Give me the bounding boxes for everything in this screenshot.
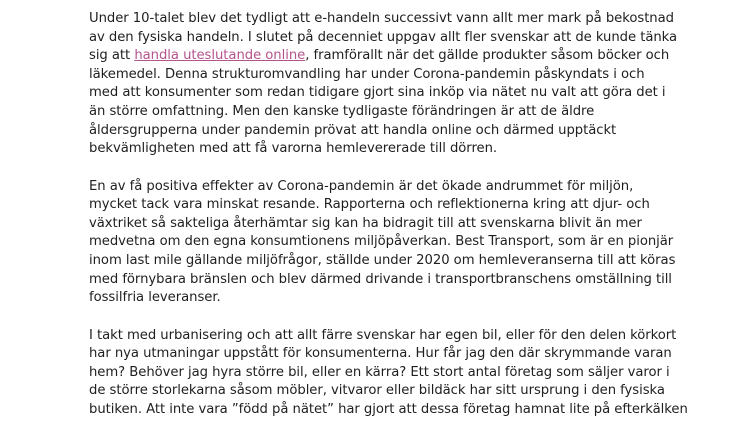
text-line: läkemedel. Denna strukturomvandling har under Corona-pandemin påskyndats i och: [89, 66, 645, 82]
text-line: av den fysiska handeln. I slutet på decenniet uppgav allt fler svenskar att de kunde tänka: [89, 29, 678, 45]
text-line: växtriket så sakteliga återhämtar sig kan ha bidragit till att svenskarna blivit än mer: [89, 215, 642, 231]
text-line: mycket tack vara minskat resande. Rapporterna och reflektionerna kring att djur- och: [89, 197, 650, 213]
paragraph-2: [89, 178, 689, 308]
paragraph-1: [89, 10, 689, 159]
text-line: fossilfria leveranser.: [89, 290, 221, 306]
text-line: Under 10-talet blev det tydligt att e-handeln successivt vann allt mer mark på bekostnad: [89, 11, 674, 26]
text-line: har nya utmaningar uppstått för konsumenterna. Hur får jag den där skrymmande varan: [89, 346, 672, 362]
paragraph-3: [89, 327, 689, 420]
text-line: En av få positiva effekter av Corona-pandemin är det ökade andrummet för miljön,: [89, 178, 634, 194]
online-shopping-link[interactable]: handla uteslutande online: [134, 48, 306, 64]
text-line: [89, 47, 689, 66]
text-line: I takt med urbanisering och att allt färre svenskar har egen bil, eller för den delen körkort: [89, 327, 677, 343]
text-segment: sig att: [89, 48, 135, 64]
text-line: hem? Behöver jag hyra större bil, eller en kärra? Ett stort antal företag som säljer varor i: [89, 364, 670, 380]
text-line: butiken. Att inte vara ”född på nätet” har gjort att dessa företag hamnat lite på efterkälken: [89, 401, 688, 417]
text-line: bekvämligheten med att få varorna hemlevererade till dörren.: [89, 141, 498, 157]
text-line: medvetna om den egna konsumtionens miljöpåverkan. Best Transport, som är en pionjär: [89, 234, 674, 250]
text-line: de större storlekarna såsom möbler, vitvaror eller bildäck har sitt ursprung i den fysiska: [89, 383, 665, 399]
text-line: med förnybara bränslen och blev därmed drivande i transportbranschens omställning till: [89, 271, 672, 287]
text-line: än större omfattning. Men den kanske tydligaste förändringen är att de äldre: [89, 103, 595, 119]
text-line: med att konsumenter som redan tidigare gjort sina inköp via nätet nu valt att göra det i: [89, 85, 666, 101]
text-segment: , framförallt när det gällde produkter såsom böcker och: [305, 48, 670, 64]
text-line: inom last mile gällande miljöfrågor, ställde under 2020 om hemleveranserna till att köras: [89, 252, 676, 268]
document-body: [89, 10, 689, 438]
text-line: åldersgrupperna under pandemin prövat att handla online och därmed upptäckt: [89, 122, 617, 138]
